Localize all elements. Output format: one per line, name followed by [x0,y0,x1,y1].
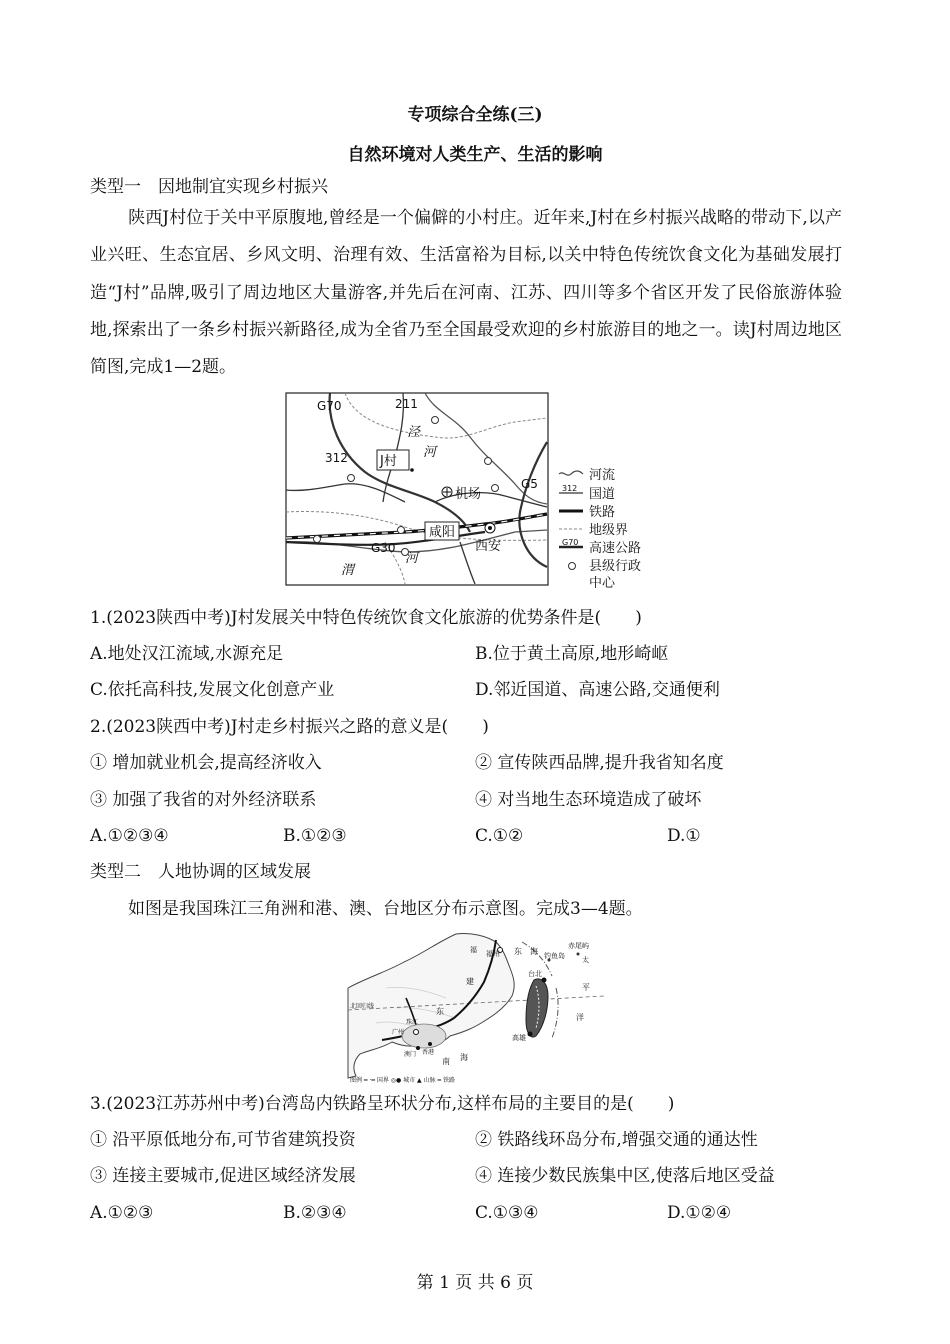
q3-statement-4: ④ 连接少数民族集中区,使落后地区受益 [475,1166,775,1186]
map2-donghai-label: 东 海 [514,947,538,956]
section2-paragraph: 如图是我国珠江三角洲和港、澳、台地区分布示意图。完成3—4题。 [128,899,643,919]
q3-statement-3: ③ 连接主要城市,促进区域经济发展 [90,1166,356,1186]
legend-county-center-2: 中心 [589,576,616,588]
q2-statement-1: ① 增加就业机会,提高经济收入 [90,753,322,773]
legend-road-num: 312 [562,484,578,493]
map1-he2-label: 河 [405,551,419,566]
q2-option-c[interactable]: C.①② [475,826,524,846]
q3-option-c[interactable]: C.①③④ [475,1203,539,1223]
map2-zhujiang-label: 珠江 [406,1019,419,1026]
q1-option-d[interactable]: D.邻近国道、高速公路,交通便利 [475,680,720,700]
map2-fuzhou-label: 福州 [486,950,500,958]
map1-xian-label: 西安 [475,539,502,554]
map2-chiwei-label: 赤尾屿 [568,942,589,950]
section2-heading: 类型二 人地协调的区域发展 [90,862,311,882]
map2-beihuigui-label: 北回归线 [350,1003,375,1010]
map1-211-label: 211 [395,397,418,411]
section1-heading: 类型一 因地制宜实现乡村振兴 [90,177,328,197]
map2-diaoyu-label: 钓鱼岛 [544,952,565,960]
legend-highway: 高速公路 [589,541,642,556]
map2-xianggang-label: 香港 [422,1049,435,1056]
section1-paragraph [90,200,842,386]
legend-hwy-num: G70 [562,538,579,547]
doc-title: 专项综合全练(三) [407,105,543,125]
map1-legend [559,467,641,588]
q2-option-b[interactable]: B.①②③ [283,826,347,846]
map2-tai-label: 太 [582,956,589,964]
map1-g70-label: G70 [317,399,342,413]
legend-county-center-1: 县级行政 [589,559,642,574]
q3-option-d[interactable]: D.①②④ [667,1203,732,1223]
j-village-map [285,392,651,588]
q3-option-b[interactable]: B.②③④ [283,1203,347,1223]
map1-g30-label: G30 [371,541,396,555]
q1-option-c[interactable]: C.依托高科技,发展文化创意产业 [90,680,335,700]
map2-yang-label: 洋 [576,1013,584,1022]
q2-option-a[interactable]: A.①②③④ [90,826,169,846]
map2-gaoxiong-label: 高雄 [512,1034,526,1042]
map2-aomen-label: 澳门 [404,1051,417,1058]
map1-he1-label: 河 [423,445,437,460]
map2-taibei-label: 台北 [528,970,542,978]
map2-jian-label: 建 [466,977,474,986]
map1-g5-label: G5 [521,477,538,491]
prd-taiwan-map [346,928,606,1084]
q2-statement-2: ② 宣传陕西品牌,提升我省知名度 [475,753,724,773]
doc-subtitle: 自然环境对人类生产、生活的影响 [347,145,603,165]
map1-airport-label: 机场 [455,487,482,502]
map2-fujian-label: 福 [470,946,477,954]
map1-wei-label: 渭 [341,563,355,578]
q2-stem: 2.(2023陕西中考)J村走乡村振兴之路的意义是( ) [90,717,489,737]
legend-national-road: 国道 [589,487,616,502]
map2-hai-label: 海 [460,1053,468,1062]
map2-ping-label: 平 [582,983,590,992]
q2-statement-4: ④ 对当地生态环境造成了破坏 [475,790,702,810]
map1-xianyang-label: 咸阳 [429,525,456,540]
map2-guangzhou-label: 广州 [392,1029,405,1036]
q2-statement-3: ③ 加强了我省的对外经济联系 [90,790,317,810]
map2-legend: 图例 ━ ·━ 国界 ◎● 城市 ▲ 山脉 ━ 铁路 [350,1077,455,1084]
legend-river: 河流 [589,468,616,483]
map1-jcun-label: J村 [380,454,397,469]
map1-312-label: 312 [325,451,348,465]
legend-boundary: 地级界 [589,523,629,538]
q3-option-a[interactable]: A.①②③ [90,1203,154,1223]
q2-option-d[interactable]: D.① [667,826,701,846]
q3-statement-1: ① 沿平原低地分布,可节省建筑投资 [90,1130,356,1150]
q1-stem: 1.(2023陕西中考)J村发展关中特色传统饮食文化旅游的优势条件是( ) [90,608,642,628]
map2-dong-label: 东 [436,1007,444,1016]
map1-jing-label: 泾 [407,425,421,440]
q3-stem: 3.(2023江苏苏州中考)台湾岛内铁路呈环状分布,这样布局的主要目的是( ) [90,1094,675,1114]
section1-paragraph-text: 陕西J村位于关中平原腹地,曾经是一个偏僻的小村庄。近年来,J村在乡村振兴战略的带动下,以产业兴旺、生态宜居、乡风文明、治理有效、生活富裕为目标,以关中特色传统饮食文化为基础发展打造“J村”品牌,吸引了周边地区大量游客,并先后在河南、江苏、四川等多个省区开发了民俗旅游体验地,探索出了一条乡村振兴新路径,成为全省乃至全国最受欢迎的乡村旅游目的地之一。读J村周边地区简图,完成1—2题。 [90,208,842,378]
q3-statement-2: ② 铁路线环岛分布,增强交通的通达性 [475,1130,758,1150]
page-footer: 第 1 页 共 6 页 [416,1273,534,1293]
map2-nan-label: 南 [442,1057,450,1066]
q1-option-b[interactable]: B.位于黄土高原,地形崎岖 [475,644,669,664]
q1-option-a[interactable]: A.地处汉江流域,水源充足 [90,644,284,664]
legend-railway: 铁路 [589,505,616,520]
